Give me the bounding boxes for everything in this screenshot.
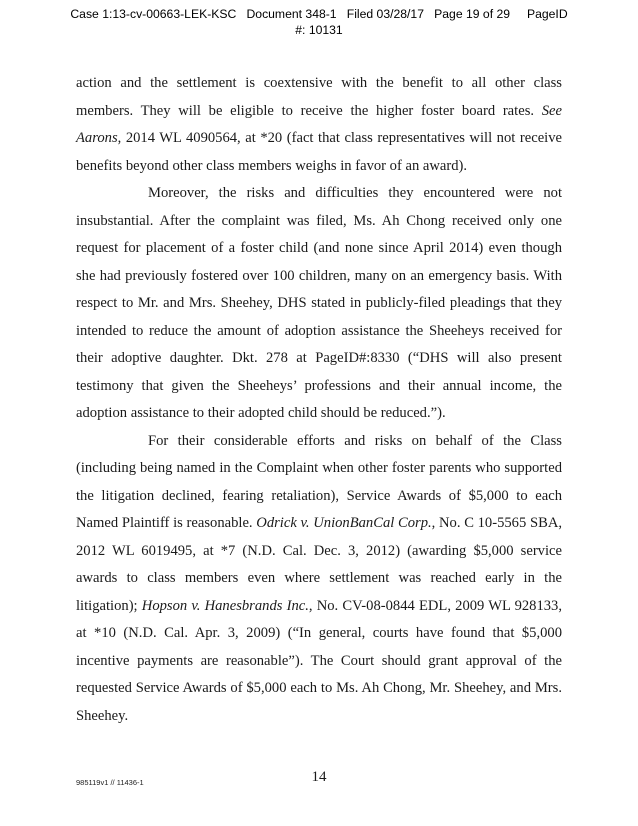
case-citation: Odrick v. UnionBanCal Corp.: [256, 515, 432, 531]
text-run: Moreover, the risks and difficulties they encountered were not insubstantial. After the complaint was filed, Ms. Ah Chong received only one request for placement of a foster child (and none since April 2014) even though she had previously fostered over 100 children, many on an emergency basis. With respect to Mr. and Mrs. Sheehey, DHS stated in publicly-filed pleadings that they intended to reduce the amount of adoption assistance the Sheeheys received for their adoptive daughter. Dkt. 278 at PageID#:8330 (“DHS will also present testimony that given the Sheeheys’ professions and their annual income, the adoption assistance to their adopted child should be reduced.”).: [76, 185, 562, 421]
body-paragraph: [76, 180, 562, 428]
body-paragraph: [76, 70, 562, 180]
page-number: 14: [311, 769, 327, 785]
header-pageid-line: #: 10131: [295, 23, 343, 37]
case-citation: See Aarons: [76, 102, 562, 146]
text-run: action and the settlement is coextensive with the benefit to all other class members. They will be eligible to receive the higher foster board rates.: [76, 75, 562, 119]
body-paragraph: [76, 428, 562, 731]
header-case-line: Case 1:13-cv-00663-LEK-KSC Document 348-1 Filed 03/28/17 Page 19 of 29 PageID: [70, 7, 568, 21]
court-filing-header: [0, 6, 638, 38]
text-run: , No. C 10-5565 SBA, 2012 WL 6019495, at *7 (N.D. Cal. Dec. 3, 2012) (awarding $5,000 service awards to class members even where settlement was reached early in the litigation);: [76, 515, 563, 614]
text-run: , No. CV-08-0844 EDL, 2009 WL 928133, at *10 (N.D. Cal. Apr. 3, 2009) (“In general, courts have found that $5,000 incentive payments are reasonable”). The Court should grant approval of the requested Service Awards of $5,000 each to Ms. Ah Chong, Mr. Sheehey, and Mrs. Sheehey.: [76, 597, 563, 724]
text-run: For their considerable efforts and risks on behalf of the Class (including being named in the Complaint when other foster parents who supported the litigation declined, fearing retaliation), Service Awards of $5,000 to each Named Plaintiff is reasonable.: [76, 432, 562, 531]
case-citation: Hopson v. Hanesbrands Inc.: [141, 597, 309, 614]
footer-doc-id: 985119v1 // 11436-1: [76, 778, 144, 787]
document-body: [76, 70, 562, 730]
text-run: , 2014 WL 4090564, at *20 (fact that class representatives will not receive benefits beyond other class members weighs in favor of an award).: [76, 130, 562, 174]
